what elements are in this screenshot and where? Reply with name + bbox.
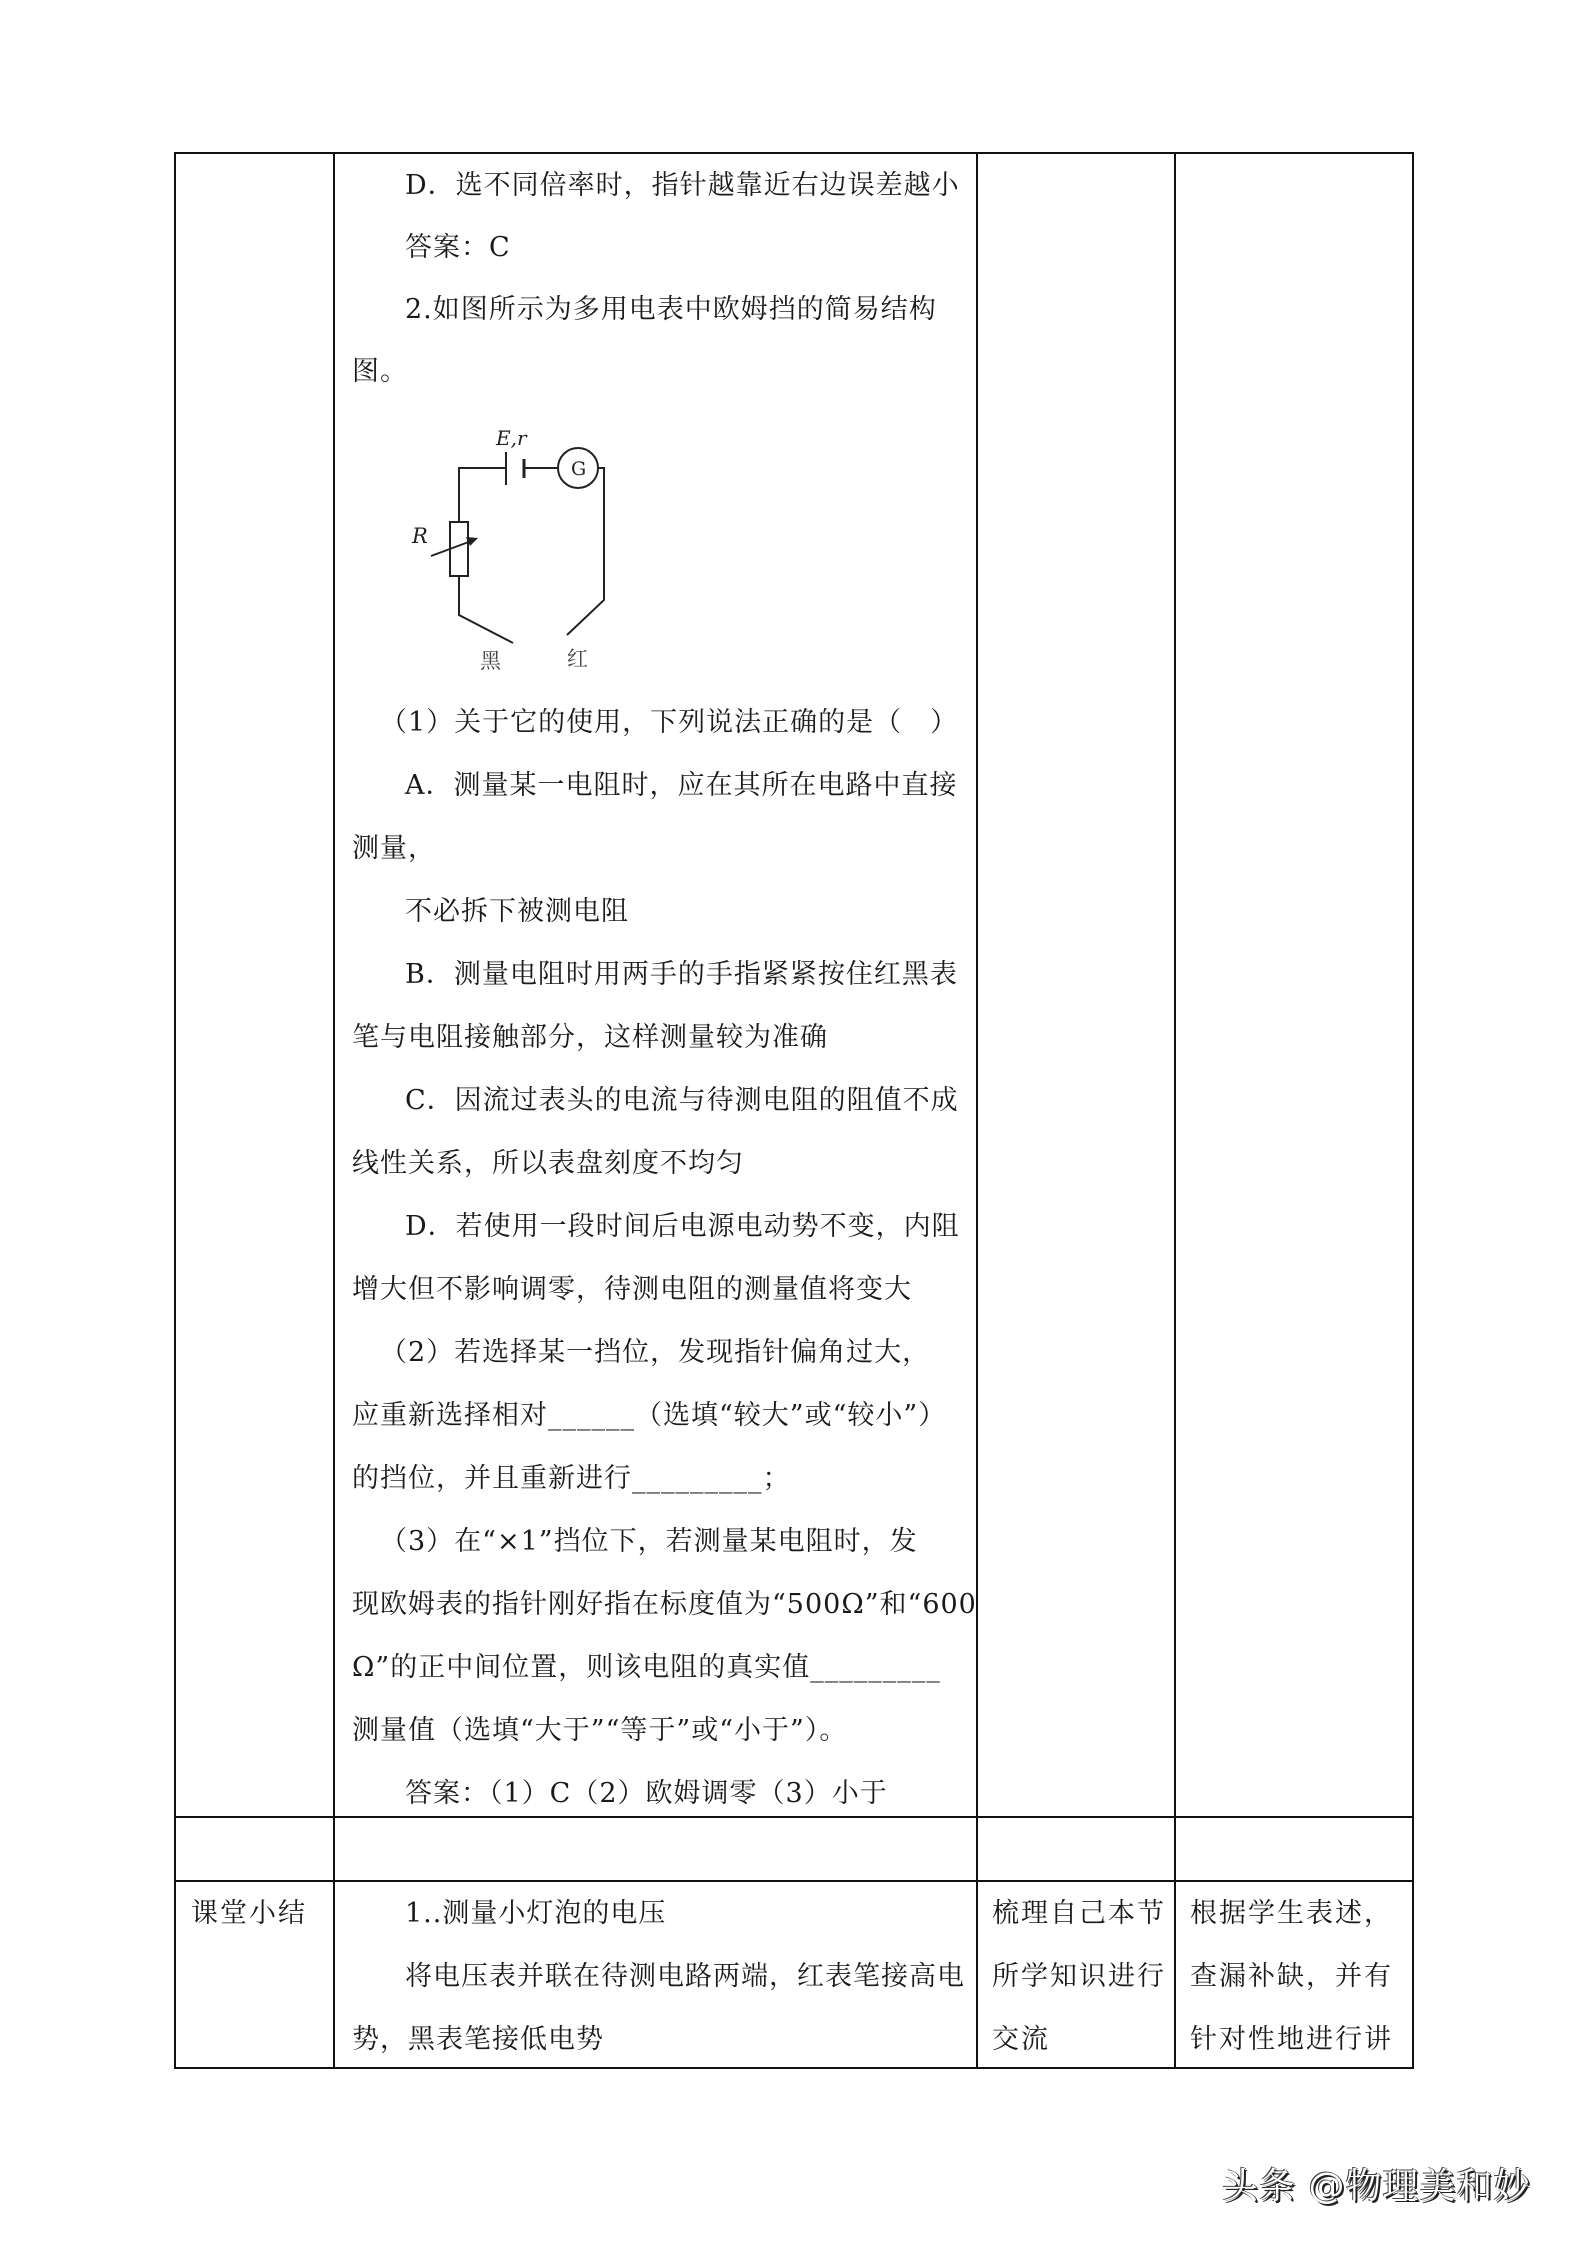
option-a-cont2: 不必拆下被测电阻 [405,896,629,927]
option-c: C．因流过表头的电流与待测电阻的阻值不成 [405,1085,959,1116]
part3-line4: 测量值（选填“大于”“等于”或“小于”）。 [352,1715,848,1746]
summary-content-heading: 1..测量小灯泡的电压 [405,1898,667,1929]
column-divider [333,152,335,2069]
part3-line1: （3）在“×1”挡位下，若测量某电阻时，发 [380,1526,918,1557]
teacher-note-line: 查漏补缺，并有 [1190,1961,1393,1992]
student-activity-line: 交流 [992,2024,1050,2055]
question-2-stem: 2.如图所示为多用电表中欧姆挡的简易结构 [405,294,937,325]
table-border-top [175,152,1414,154]
red-probe-label: 红 [567,647,588,671]
source-label: E,r [496,426,527,450]
option-a-cont: 测量， [352,833,436,864]
summary-content-line: 势，黑表笔接低电势 [352,2024,604,2055]
column-divider [976,152,978,2069]
option-c-cont: 线性关系，所以表盘刻度不均匀 [352,1148,744,1179]
student-activity-line: 梳理自己本节 [992,1898,1166,1929]
part3-line3: Ω”的正中间位置，则该电阻的真实值_________ [352,1652,941,1683]
option-a: A．测量某一电阻时，应在其所在电路中直接 [405,770,958,801]
answer: 答案：（1）C（2）欧姆调零（3）小于 [405,1778,888,1809]
option-d-cont: 增大但不影响调零，待测电阻的测量值将变大 [352,1274,912,1305]
table-border-right [1412,152,1414,2069]
option-b-cont: 笔与电阻接触部分，这样测量较为准确 [352,1022,828,1053]
galvanometer-label: G [571,458,587,480]
part2-line2: 应重新选择相对______（选填“较大”或“较小”） [352,1400,947,1431]
part2-line1: （2）若选择某一挡位，发现指针偏角过大， [380,1337,931,1368]
part2-line3: 的挡位，并且重新进行_________； [352,1463,791,1494]
table-border-bottom [175,2067,1414,2069]
summary-content-line: 将电压表并联在待测电路两端，红表笔接高电 [405,1961,965,1992]
answer-prev: 答案：C [405,232,511,263]
watermark: 头条 @物理美和妙 [1222,2166,1531,2207]
resistor-label: R [412,524,428,548]
question-2-stem-cont: 图。 [352,356,408,387]
row-divider [175,1816,1414,1818]
teacher-note-line: 针对性地进行讲 [1190,2024,1393,2055]
summary-row-label: 课堂小结 [191,1898,307,1929]
option-b: B．测量电阻时用两手的手指紧紧按住红黑表 [405,959,958,990]
black-probe-label: 黑 [480,649,501,673]
table-border-left [174,152,176,2069]
option-d-prev: D．选不同倍率时，指针越靠近右边误差越小 [405,170,960,201]
part1-stem: （1）关于它的使用，下列说法正确的是（ ） [380,707,959,738]
student-activity-line: 所学知识进行 [992,1961,1166,1992]
part3-line2: 现欧姆表的指针刚好指在标度值为“500Ω”和“600 [352,1589,977,1620]
row-divider [175,1880,1414,1882]
ohmmeter-circuit-diagram [400,420,630,680]
option-d: D．若使用一段时间后电源电动势不变，内阻 [405,1211,960,1242]
column-divider [1174,152,1176,2069]
teacher-note-line: 根据学生表述， [1190,1898,1393,1929]
